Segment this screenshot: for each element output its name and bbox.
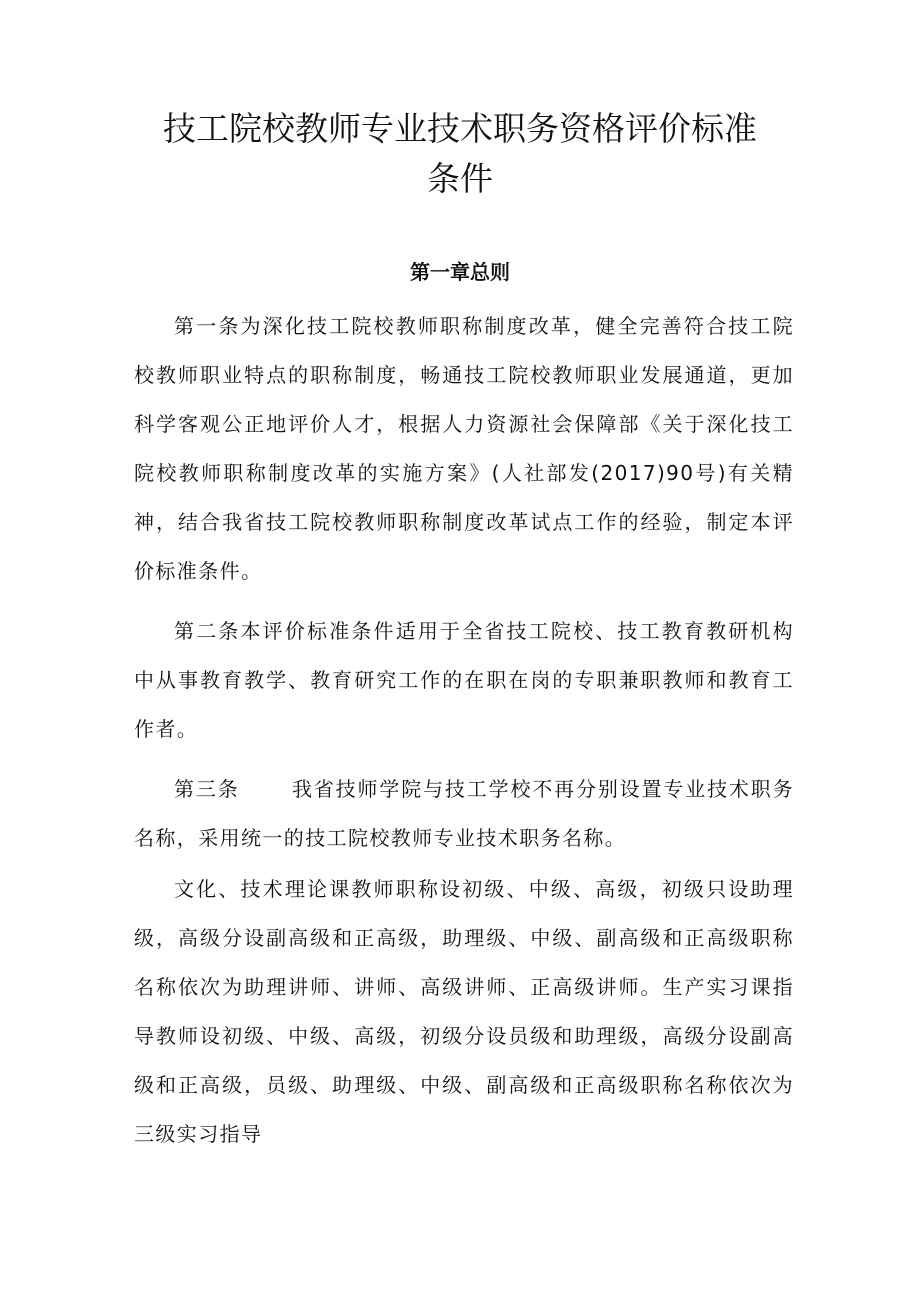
document-body: [134, 302, 794, 1170]
article-1-paragraph: 第一条为深化技工院校教师职称制度改革，健全完善符合技工院校教师职业特点的职称制度，畅通技工院校教师职业发展通道，更加科学客观公正地评价人才，根据人力资源社会保障部《关于深化技工院校教师职称制度改革的实施方案》(人社部发(2017)90号)有关精神，结合我省技工院校教师职称制度改革试点工作的经验，制定本评价标准条件。: [134, 314, 794, 583]
article-3-detail-paragraph: 文化、技术理论课教师职称设初级、中级、高级，初级只设助理级，高级分设副高级和正高级，助理级、中级、副高级和正高级职称名称依次为助理讲师、讲师、高级讲师、正高级讲师。生产实习课指导教师设初级、中级、高级，初级分设员级和助理级，高级分设副高级和正高级，员级、助理级、中级、副高级和正高级职称名称依次为三级实习指导: [134, 877, 794, 1146]
article-3-label: 第三条: [174, 777, 240, 801]
article-3-paragraph: [134, 765, 794, 863]
article-3-text: 我省技师学院与技工学校不再分别设置专业技术职务名称，采用统一的技工院校教师专业技术职务名称。: [134, 777, 795, 850]
chapter-heading: 第一章总则: [410, 260, 510, 284]
article-2-paragraph: 第二条本评价标准条件适用于全省技工院校、技工教育教研机构中从事教育教学、教育研究工作的在职在岗的专职兼职教师和教育工作者。: [134, 619, 794, 741]
page-title: 技工院校教师专业技术职务资格评价标准条件: [163, 109, 757, 198]
